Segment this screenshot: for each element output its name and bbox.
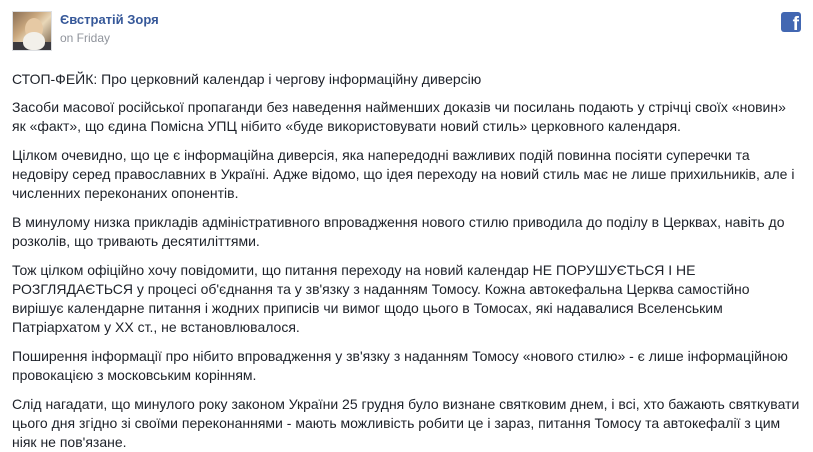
avatar-beard [23,32,45,50]
post-paragraph: В минулому низка прикладів адміністративного впровадження нового стилю приводила до поділу в Церквах, навіть до розколів, що тривають десятиліттями. [12,214,785,249]
post-paragraph: Цілком очевидно, що це є інформаційна диверсія, яка напередодні важливих подій повинна посіяти суперечки та недовіру серед православних в Україні. Адже відомо, що ідея переходу на новий стиль має не лише прихильників, але і численних переконаних опонентів. [12,147,795,201]
post-paragraph: Засоби масової російської пропаганди без наведення найменших доказів чи посилань подають у стрічці своїх «новин» як «факт», що єдина Помісна УПЦ нібито «буде використовувати новий стиль» церковного календаря. [12,99,786,134]
facebook-icon[interactable] [781,12,801,32]
post-meta [60,12,159,46]
author-name[interactable]: Євстратій Зоря [60,12,159,27]
post-paragraph: Поширення інформації про нібито впровадження у зв'язку з наданням Томосу «нового стилю» - є лише інформаційною провокацією з московським корінням. [12,348,788,383]
post-title: СТОП-ФЕЙК: Про церковний календар і чергову інформаційну диверсію [12,71,482,87]
post-paragraph: Слід нагадати, що минулого року законом України 25 грудня було визнане святковим днем, і всі, хто бажають святкувати цього дня згідно зі своїми переконаннями - мають можливість робити це і зараз, питання Томосу та автокефалії з цим ніяк не пов'язане. [12,396,800,450]
post-paragraph: Тож цілком офіційно хочу повідомити, що питання переходу на новий календар НЕ ПОРУШУЄТЬСЯ І НЕ РОЗГЛЯДАЄТЬСЯ у процесі об'єднання та у зв'язку з наданням Томосу. Кожна автокефальна Церква самостійно вирішує календарне питання і жодних приписів чи вимог щодо цього в Томосах, які надавалися Вселенським Патріархатом у XX ст., не встановлювалося. [12,262,750,335]
author-avatar[interactable] [12,11,52,51]
post-timestamp[interactable]: on Friday [60,31,111,45]
facebook-glyph: f [792,14,799,32]
post-body [12,70,801,452]
post-header [12,8,801,56]
